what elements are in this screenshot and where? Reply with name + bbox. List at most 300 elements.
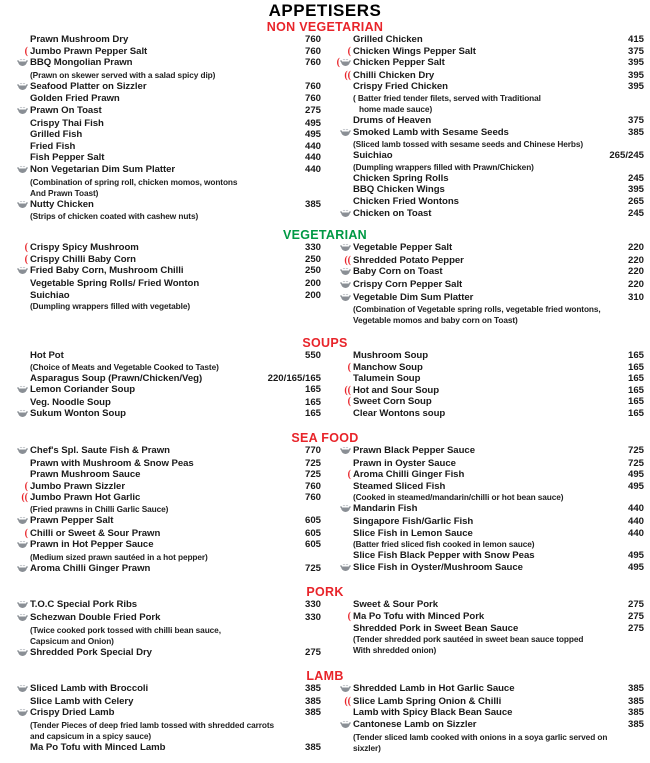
item-price: 440 (627, 516, 644, 528)
menu-item-row[interactable] (329, 34, 644, 46)
chilli-pepper-icon: ( (347, 469, 351, 481)
section-heading-lamb: LAMB (306, 669, 344, 684)
item-price: 310 (627, 291, 644, 303)
menu-item-row[interactable] (6, 384, 321, 397)
menu-item-row[interactable] (6, 492, 321, 504)
item-price: 415 (627, 34, 644, 45)
section-spacer (0, 222, 650, 227)
item-description-row (329, 539, 644, 550)
item-marker (6, 265, 30, 278)
menu-sections (0, 20, 650, 763)
item-description: (Combination of Vegetable spring rolls, vegetable fried wontons, (353, 304, 601, 315)
item-description: (Medium sized prawn sautéed in a hot pepper) (30, 551, 208, 562)
item-marker (329, 266, 353, 279)
item-name: Jumbo Prawn Sizzler (30, 480, 126, 492)
column-left (0, 445, 325, 575)
item-marker (329, 208, 353, 221)
section-heading-sea-food: SEA FOOD (291, 431, 359, 446)
item-description: and capsicum in a spicy sauce) (30, 730, 152, 741)
wok-chef-special-icon (340, 720, 351, 732)
menu-item-row[interactable] (6, 683, 321, 696)
menu-item-row[interactable] (329, 292, 644, 305)
section-columns-lamb (0, 683, 650, 753)
item-description-row (6, 731, 321, 742)
menu-item-row[interactable] (6, 254, 321, 266)
item-price: 495 (304, 117, 321, 129)
column-right (325, 683, 650, 753)
item-marker (329, 611, 353, 623)
item-name: Crispy Chilli Baby Corn (30, 253, 136, 265)
item-price: 220 (627, 278, 644, 290)
item-price: 385 (304, 683, 321, 695)
menu-item-row[interactable] (329, 127, 644, 140)
item-price: 395 (627, 57, 644, 69)
item-description: Vegetable momos and baby corn on Toast) (353, 315, 518, 326)
menu-item-row[interactable] (329, 550, 644, 562)
item-name: Slice Fish in Oyster/Mushroom Sauce (353, 561, 523, 573)
item-price: 330 (304, 599, 321, 611)
menu-item-row[interactable] (329, 408, 644, 420)
item-marker (6, 242, 30, 254)
item-price: 605 (304, 539, 321, 551)
item-marker (6, 612, 30, 625)
menu-item-row[interactable] (6, 408, 321, 421)
item-price: 605 (304, 515, 321, 527)
item-name: Prawn Black Pepper Sauce (353, 445, 475, 457)
item-price: 165 (627, 408, 644, 420)
item-price: 275 (627, 622, 644, 634)
item-marker (329, 396, 353, 408)
section-columns-non-vegetarian (0, 34, 650, 222)
item-price: 495 (304, 129, 321, 141)
wok-chef-special-icon (17, 684, 28, 696)
item-description-row (329, 304, 644, 315)
menu-item-row[interactable] (329, 255, 644, 267)
item-price: 725 (304, 457, 321, 469)
item-name: Drums of Heaven (353, 114, 432, 126)
item-marker (329, 127, 353, 140)
item-price: 495 (627, 561, 644, 573)
menu-item-row[interactable] (6, 141, 321, 153)
menu-item-row[interactable] (6, 278, 321, 290)
item-price: 395 (627, 184, 644, 196)
item-name: Baby Corn on Toast (353, 266, 443, 278)
item-marker (6, 81, 30, 94)
double-chilli-pepper-icon: (( (344, 695, 351, 707)
menu-item-row[interactable] (6, 199, 321, 212)
menu-item-row[interactable] (329, 719, 644, 732)
wok-chef-special-icon (340, 243, 351, 255)
item-description: (Fried prawns in Chilli Garlic Sauce) (30, 504, 169, 515)
item-price: 760 (304, 34, 321, 45)
item-name: Prawn Mushroom Dry (30, 34, 129, 45)
menu-item-row[interactable] (329, 445, 644, 458)
item-description: ( Batter fried tender filets, served with Traditional (353, 92, 541, 103)
item-price: 275 (627, 599, 644, 611)
section-heading-soups: SOUPS (302, 336, 348, 351)
item-marker (6, 408, 30, 421)
item-name: Prawn with Mushroom & Snow Peas (30, 457, 194, 469)
item-marker (6, 492, 30, 504)
chilli-pepper-icon: ( (336, 57, 340, 69)
wok-chef-special-icon (17, 516, 28, 528)
item-price: 440 (627, 503, 644, 515)
item-name: BBQ Mongolian Prawn (30, 57, 133, 69)
item-name: Prawn On Toast (30, 104, 102, 116)
menu-item-row[interactable] (6, 129, 321, 141)
item-price: 275 (304, 646, 321, 658)
item-name: Grilled Fish (30, 129, 83, 141)
wok-chef-special-icon (17, 564, 28, 576)
item-name: Fish Pepper Salt (30, 152, 105, 164)
item-price: 440 (304, 152, 321, 164)
item-description: (Tender sliced lamb cooked with onions in a soya garlic served on (353, 731, 608, 742)
item-name: Crispy Thai Fish (30, 117, 104, 129)
item-name: Nutty Chicken (30, 198, 94, 210)
item-marker (329, 279, 353, 292)
item-price: 725 (304, 562, 321, 574)
wok-chef-special-icon (17, 385, 28, 397)
item-marker (329, 683, 353, 696)
item-price: 760 (304, 492, 321, 504)
item-price: 265 (627, 195, 644, 207)
item-name: Shredded Pork Special Dry (30, 646, 152, 658)
item-description-row (329, 162, 644, 173)
item-name: T.O.C Special Pork Ribs (30, 599, 138, 611)
menu-item-row[interactable] (6, 742, 321, 754)
item-name: Golden Fried Prawn (30, 93, 120, 105)
item-price: 265/245 (609, 150, 644, 162)
menu-item-row[interactable] (329, 115, 644, 127)
item-name: Chilli Chicken Dry (353, 69, 435, 81)
menu-item-row[interactable] (6, 242, 321, 254)
item-price: 385 (627, 707, 644, 719)
menu-item-row[interactable] (329, 458, 644, 470)
item-description: (Tender shredded pork sautéed in sweet bean sauce topped (353, 634, 584, 645)
item-name: Grilled Chicken (353, 34, 423, 45)
menu-item-row[interactable] (6, 105, 321, 118)
item-name: Suichiao (353, 150, 393, 162)
menu-item-row[interactable] (329, 683, 644, 696)
wok-chef-special-icon (17, 200, 28, 212)
item-name: Manchow Soup (353, 361, 423, 373)
item-price: 275 (627, 611, 644, 622)
menu-item-row[interactable] (329, 173, 644, 185)
menu-item-row[interactable] (329, 696, 644, 708)
menu-item-row[interactable] (6, 46, 321, 58)
menu-item-row[interactable] (6, 458, 321, 470)
item-price: 760 (304, 57, 321, 69)
item-price: 395 (627, 81, 644, 93)
section-spacer (0, 659, 650, 668)
chilli-pepper-icon: ( (24, 45, 28, 57)
item-marker (6, 683, 30, 696)
item-marker (6, 254, 30, 266)
item-marker (329, 292, 353, 305)
item-name: Chicken Pepper Salt (353, 57, 445, 69)
menu-item-row[interactable] (6, 350, 321, 362)
item-description: Capsicum and Onion) (30, 635, 114, 646)
item-description-row (6, 188, 321, 199)
item-name: Crispy Dried Lamb (30, 707, 115, 719)
item-name: Suichiao (30, 289, 70, 301)
menu-item-row[interactable] (6, 34, 321, 46)
item-marker (329, 562, 353, 575)
menu-item-row[interactable] (329, 242, 644, 255)
item-name: Prawn Pepper Salt (30, 515, 114, 527)
item-description-row (329, 492, 644, 503)
item-price: 375 (627, 45, 644, 57)
menu-item-row[interactable] (329, 266, 644, 279)
item-name: Ma Po Tofu with Minced Lamb (30, 741, 166, 753)
item-price: 275 (304, 104, 321, 116)
menu-item-row[interactable] (329, 150, 644, 162)
double-chilli-pepper-icon: (( (344, 69, 351, 81)
wok-chef-special-icon (340, 58, 351, 70)
menu-item-row[interactable] (6, 647, 321, 660)
double-chilli-pepper-icon: (( (21, 492, 28, 504)
chilli-pepper-icon: ( (347, 611, 351, 622)
menu-item-row[interactable] (6, 373, 321, 385)
menu-item-row[interactable] (6, 118, 321, 130)
menu-item-row[interactable] (329, 81, 644, 93)
item-price: 330 (304, 612, 321, 623)
item-price: 385 (304, 695, 321, 707)
column-right (325, 599, 650, 659)
item-price: 495 (627, 480, 644, 492)
item-marker (329, 46, 353, 58)
item-marker (6, 199, 30, 212)
wok-chef-special-icon (340, 280, 351, 292)
item-name: Non Vegetarian Dim Sum Platter (30, 163, 176, 175)
item-price: 725 (627, 457, 644, 469)
menu-item-row[interactable] (6, 265, 321, 278)
item-description: (Batter fried sliced fish cooked in lemon sauce) (353, 539, 535, 550)
item-name: Hot and Sour Soup (353, 384, 440, 396)
menu-item-row[interactable] (329, 481, 644, 493)
item-name: Clear Wontons soup (353, 408, 446, 420)
chilli-pepper-icon: ( (24, 527, 28, 539)
item-description-row (329, 645, 644, 656)
item-price: 495 (627, 469, 644, 481)
item-price: 385 (627, 683, 644, 695)
menu-item-row[interactable] (329, 46, 644, 58)
item-name: Hot Pot (30, 350, 64, 362)
page-title: APPETISERS (268, 1, 382, 20)
item-marker (329, 70, 353, 82)
item-price: 200 (304, 277, 321, 289)
wok-chef-special-icon (17, 648, 28, 660)
menu-item-row[interactable] (329, 396, 644, 408)
wok-chef-special-icon (340, 209, 351, 221)
column-right (325, 242, 650, 326)
menu-item-row[interactable] (329, 611, 644, 623)
section-spacer (0, 575, 650, 584)
menu-item-row[interactable] (6, 152, 321, 164)
chilli-pepper-icon: ( (347, 361, 351, 373)
menu-item-row[interactable] (6, 528, 321, 540)
item-description: (Dumpling wrappers filled with Prawn/Chicken) (353, 161, 534, 172)
menu-item-row[interactable] (6, 81, 321, 94)
item-marker (329, 719, 353, 732)
column-left (0, 242, 325, 326)
item-price: 165 (627, 361, 644, 373)
chilli-pepper-icon: ( (24, 480, 28, 492)
item-name: Sweet Corn Soup (353, 396, 432, 408)
item-price: 375 (627, 114, 644, 126)
section-spacer (0, 326, 650, 335)
menu-item-row[interactable] (329, 469, 644, 481)
menu-item-row[interactable] (6, 696, 321, 708)
item-name: Chef's Spl. Saute Fish & Prawn (30, 445, 170, 457)
item-description: (Tender Pieces of deep fried lamb tossed with shredded carrots (30, 719, 274, 730)
item-name: Chilli or Sweet & Sour Prawn (30, 527, 161, 539)
section-heading-pork: PORK (306, 585, 344, 600)
item-marker (6, 445, 30, 458)
item-name: Prawn Mushroom Sauce (30, 469, 141, 481)
item-name: Mandarin Fish (353, 503, 418, 515)
item-description-row (6, 636, 321, 647)
item-description: (Prawn on skewer served with a salad spicy dip) (30, 69, 216, 80)
menu-item-row[interactable] (6, 164, 321, 177)
menu-item-row[interactable] (6, 612, 321, 625)
item-price: 200 (304, 289, 321, 301)
section-columns-vegetarian (0, 242, 650, 326)
wok-chef-special-icon (340, 563, 351, 575)
item-name: Veg. Noodle Soup (30, 396, 111, 408)
menu-item-row[interactable] (329, 279, 644, 292)
item-price: 330 (304, 242, 321, 254)
menu-item-row[interactable] (329, 503, 644, 516)
item-description: (Sliced lamb tossed with sesame seeds and Chinese Herbs) (353, 139, 584, 150)
item-name: Aroma Chilli Ginger Fish (353, 469, 465, 481)
item-price: 385 (627, 695, 644, 707)
item-price: 245 (627, 172, 644, 184)
item-name: Slice Fish in Lemon Sauce (353, 527, 473, 539)
menu-item-row[interactable] (6, 563, 321, 576)
wok-chef-special-icon (17, 266, 28, 278)
menu-item-row[interactable] (329, 184, 644, 196)
menu-item-row[interactable] (6, 445, 321, 458)
item-description-row (6, 720, 321, 731)
wok-chef-special-icon (340, 446, 351, 458)
menu-item-row[interactable] (6, 539, 321, 552)
wok-chef-special-icon (17, 58, 28, 70)
menu-item-row[interactable] (6, 515, 321, 528)
item-name: BBQ Chicken Wings (353, 184, 445, 196)
item-marker (6, 563, 30, 576)
item-name: Fried Baby Corn, Mushroom Chilli (30, 265, 184, 277)
item-description-row (329, 743, 644, 754)
item-name: Talumein Soup (353, 373, 421, 385)
item-description-row (6, 552, 321, 563)
item-name: Sukum Wonton Soup (30, 408, 126, 420)
item-description-row (329, 315, 644, 326)
item-description: (Cooked in steamed/mandarin/chilli or hot bean sauce) (353, 492, 564, 503)
item-name: Sliced Lamb with Broccoli (30, 683, 149, 695)
item-name: Seafood Platter on Sizzler (30, 80, 147, 92)
item-name: Chicken Spring Rolls (353, 172, 449, 184)
menu-item-row[interactable] (6, 290, 321, 302)
menu-item-row[interactable] (329, 707, 644, 719)
item-description-row (6, 211, 321, 222)
item-marker (6, 481, 30, 493)
item-name: Chicken on Toast (353, 207, 432, 219)
menu-item-row[interactable] (329, 599, 644, 611)
menu-item-row[interactable] (329, 208, 644, 221)
wok-chef-special-icon (340, 293, 351, 305)
item-marker (329, 385, 353, 397)
item-name: Shredded Lamb in Hot Garlic Sauce (353, 683, 515, 695)
menu-item-row[interactable] (329, 70, 644, 82)
menu-item-row[interactable] (6, 397, 321, 409)
menu-item-row[interactable] (329, 562, 644, 575)
wok-chef-special-icon (17, 600, 28, 612)
menu-item-row[interactable] (6, 469, 321, 481)
menu-item-row[interactable] (329, 623, 644, 635)
item-description: home made sauce) (359, 103, 433, 114)
chilli-pepper-icon: ( (347, 396, 351, 408)
section-spacer (0, 421, 650, 430)
item-name: Cantonese Lamb on Sizzler (353, 718, 477, 730)
menu-item-row[interactable] (329, 362, 644, 374)
menu-item-row[interactable] (6, 481, 321, 493)
menu-item-row[interactable] (329, 528, 644, 540)
menu-item-row[interactable] (6, 599, 321, 612)
column-left (0, 34, 325, 222)
item-price: 220/165/165 (267, 372, 321, 384)
wok-chef-special-icon (340, 504, 351, 516)
menu-item-row[interactable] (6, 57, 321, 70)
item-name: Prawn in Hot Pepper Sauce (30, 539, 154, 551)
item-name: Crispy Corn Pepper Salt (353, 278, 463, 290)
item-marker (6, 384, 30, 397)
item-marker (329, 242, 353, 255)
menu-item-row[interactable] (6, 93, 321, 105)
item-price: 725 (627, 445, 644, 457)
menu-item-row[interactable] (329, 350, 644, 362)
item-description: (Dumpling wrappers filled with vegetable) (30, 301, 191, 312)
item-marker (6, 515, 30, 528)
item-name: Mushroom Soup (353, 350, 429, 362)
item-price: 725 (304, 469, 321, 481)
item-name: Shredded Potato Pepper (353, 254, 464, 266)
item-marker (6, 105, 30, 118)
item-marker (329, 255, 353, 267)
menu-item-row[interactable] (329, 373, 644, 385)
menu-item-row[interactable] (329, 516, 644, 528)
item-name: Prawn in Oyster Sauce (353, 457, 456, 469)
menu-item-row[interactable] (329, 57, 644, 70)
item-price: 385 (627, 126, 644, 138)
wok-chef-special-icon (17, 106, 28, 118)
item-price: 385 (304, 741, 321, 753)
section-columns-pork (0, 599, 650, 659)
item-name: Lamb with Spicy Black Bean Sauce (353, 707, 513, 719)
menu-item-row[interactable] (6, 707, 321, 720)
column-left (0, 350, 325, 421)
item-description: sixzler) (353, 742, 381, 753)
item-name: Crispy Fried Chicken (353, 81, 448, 93)
menu-item-row[interactable] (329, 385, 644, 397)
wok-chef-special-icon (340, 267, 351, 279)
wok-chef-special-icon (17, 165, 28, 177)
item-description-row (6, 301, 321, 312)
item-price: 220 (627, 242, 644, 254)
item-name: Fried Fish (30, 140, 76, 152)
menu-item-row[interactable] (329, 196, 644, 208)
item-price: 440 (304, 140, 321, 152)
